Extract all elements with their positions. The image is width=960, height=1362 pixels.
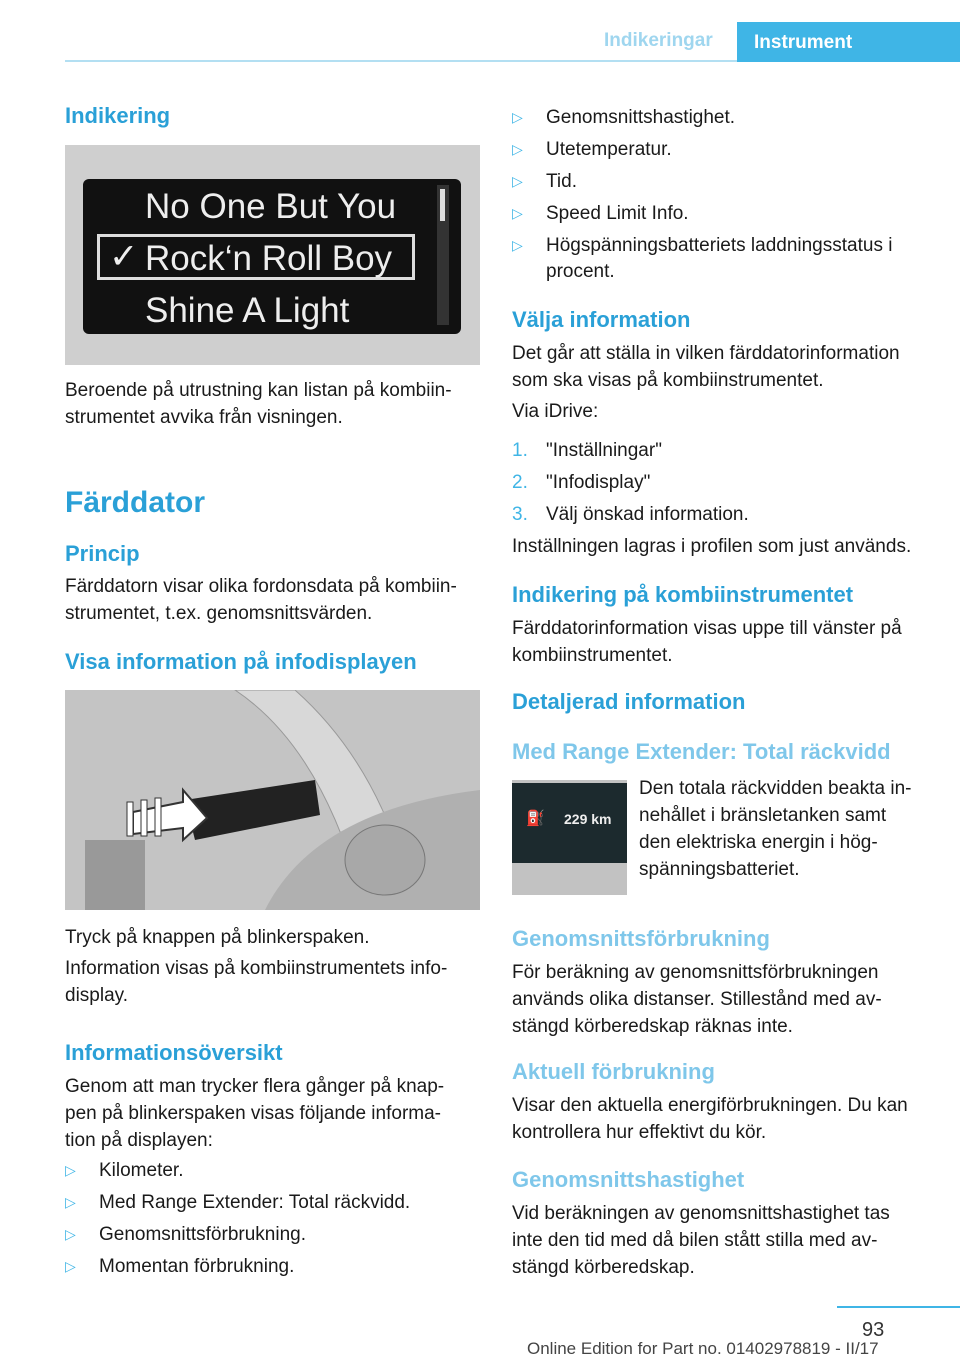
text: För beräkning av genomsnittsförbrukningen [512,962,879,983]
text: används olika distanser. Stillestånd med av- [512,989,882,1010]
text: pen på blinkerspaken visas följande informa- [65,1103,441,1124]
triangle-bullet-icon: ▷ [65,1194,76,1210]
text: display. [65,985,129,1006]
triangle-bullet-icon: ▷ [512,109,523,125]
range-display [512,783,627,863]
heading-farddator: Färddator [65,486,206,519]
playlist-item-selected: Rock‘n Roll Boy [145,239,393,278]
text: Via iDrive: [512,401,599,422]
text: inte den tid med då bilen stått stilla med av- [512,1230,878,1251]
text: Färddatorinformation visas uppe till vänster på [512,618,902,639]
text: strumentet, t.ex. genomsnittsvärden. [65,603,373,624]
text: kombiinstrumentet. [512,645,673,666]
text: nehållet i bränsletanken samt [639,805,887,826]
heading-range: Med Range Extender: Total räckvidd [512,739,891,764]
playlist-item: No One But You [145,187,397,226]
heading-aktuell: Aktuell förbrukning [512,1059,715,1084]
text: den elektriska energin i hög- [639,832,878,853]
fuel-plug-icon: ⛽ [526,810,545,827]
figure-stalk [65,690,480,910]
text: tion på displayen: [65,1130,213,1151]
heading-indikering: Indikering [65,103,171,128]
stalk-illustration [65,690,480,910]
triangle-bullet-icon: ▷ [512,173,523,189]
playlist-item: Shine A Light [145,291,350,330]
triangle-bullet-icon: ▷ [512,205,523,221]
text: Visar den aktuella energiförbrukningen. Du kan [512,1095,908,1116]
text: Det går att ställa in vilken färddatorinformation [512,343,900,364]
footer-edition: Online Edition for Part no. 01402978819 - II/17 [527,1339,879,1358]
text: kontrollera hur effektivt du kör. [512,1122,767,1143]
text: som ska visas på kombiinstrumentet. [512,370,824,391]
display-screen [83,179,461,334]
heading-visa: Visa information på infodisplayen [65,649,417,674]
text: Information visas på kombiinstrumentets info- [65,958,448,979]
heading-princip: Princip [65,541,140,566]
footer-rule [837,1306,960,1308]
figure-range [512,780,627,895]
header-tab: Instrument [737,22,960,62]
text: Tryck på knappen på blinkerspaken. [65,927,370,948]
heading-oversikt: Informationsöversikt [65,1040,283,1065]
scrollbar-thumb [440,189,445,221]
text: stängd körberedskap. [512,1257,695,1278]
triangle-bullet-icon: ▷ [512,141,523,157]
triangle-bullet-icon: ▷ [512,237,523,253]
text: procent. [546,261,615,282]
heading-valja: Välja information [512,307,691,332]
text: stängd körberedskap räknas inte. [512,1016,793,1037]
text: Genom att man trycker flera gånger på knap- [65,1076,445,1097]
header-section: Indikeringar [604,30,713,51]
text: Inställningen lagras i profilen som just används. [512,536,912,557]
check-icon: ✓ [109,237,139,276]
text: strumentet avvika från visningen. [65,407,343,428]
text: Den totala räckvidden beakta in- [639,778,912,799]
triangle-bullet-icon: ▷ [65,1226,76,1242]
text: spänningsbatteriet. [639,859,800,880]
heading-kombi: Indikering på kombiinstrumentet [512,582,854,607]
text: Färddatorn visar olika fordonsdata på kombiin- [65,576,457,597]
heading-genomsnittshastighet: Genomsnittshastighet [512,1167,745,1192]
heading-genomsnittsforbrukning: Genomsnittsförbrukning [512,926,770,951]
range-value: 229 km [564,811,612,827]
figure-playlist [65,145,480,365]
triangle-bullet-icon: ▷ [65,1162,76,1178]
heading-detalj: Detaljerad information [512,689,746,714]
text: Vid beräkningen av genomsnittshastighet tas [512,1203,890,1224]
triangle-bullet-icon: ▷ [65,1258,76,1274]
text: Beroende på utrustning kan listan på kombiin- [65,380,452,401]
page-number: 93 [862,1319,885,1341]
